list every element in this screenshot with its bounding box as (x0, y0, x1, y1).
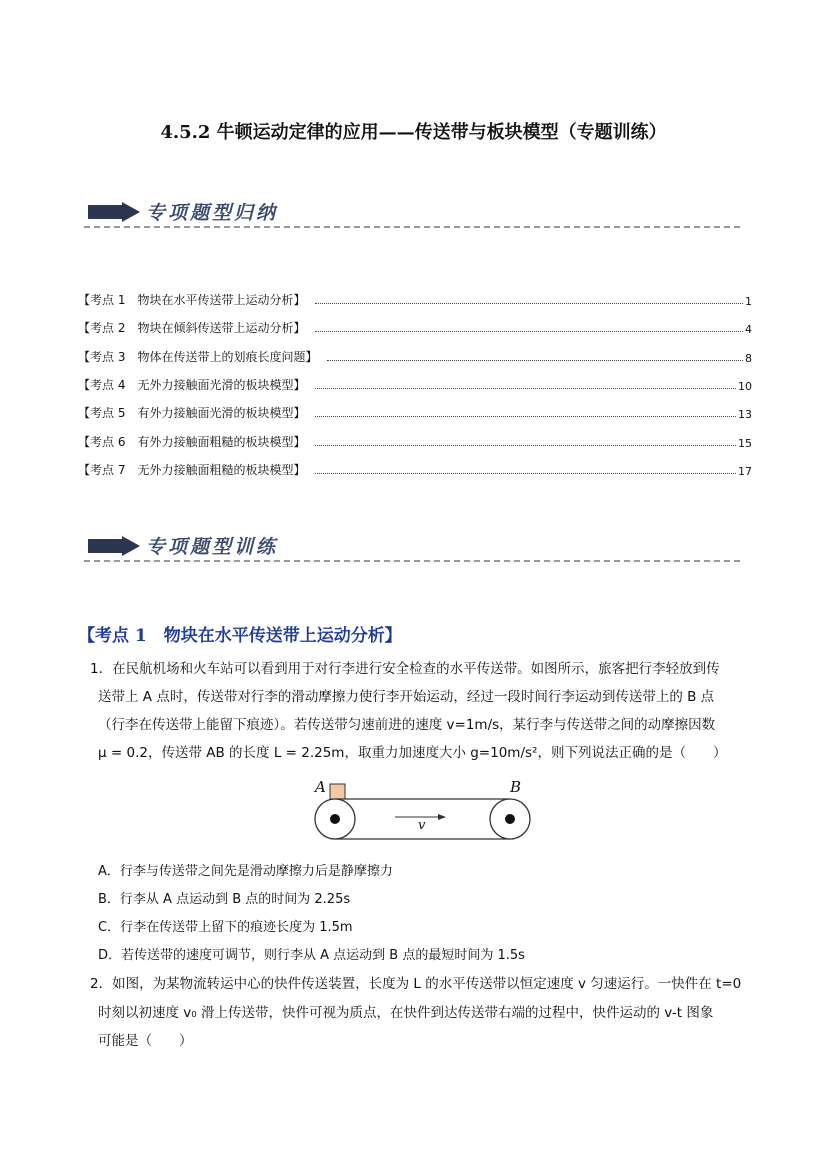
arrow-icon (88, 202, 140, 222)
question-1-line: 送带上 A 点时，传送带对行李的滑动摩擦力使行李开始运动，经过一段时间行李运动到传送带上的 B 点 (98, 689, 715, 705)
point-b-label: B (510, 778, 522, 796)
toc-leader (327, 360, 743, 361)
toc-label: 【考点 5 有外力接触面光滑的板块模型】 (78, 406, 306, 420)
toc-page: 13 (738, 408, 752, 421)
section-banner-training (88, 530, 738, 564)
toc-leader (315, 416, 736, 417)
toc-leader (315, 331, 743, 332)
arrow-icon (88, 536, 140, 556)
toc-page: 17 (738, 465, 752, 478)
banner-title: 专项题型训练 (146, 536, 279, 558)
option-d[interactable]: D．若传送带的速度可调节，则行李从 A 点运动到 B 点的最短时间为 1.5s (98, 948, 525, 963)
toc-page: 4 (745, 323, 752, 336)
toc-leader (315, 388, 736, 389)
point-a-label: A (315, 778, 326, 796)
option-c[interactable]: C．行李在传送带上留下的痕迹长度为 1.5m (98, 920, 353, 935)
question-2-line: 可能是（ ） (98, 1033, 193, 1049)
toc-entry[interactable] (78, 458, 752, 478)
section-heading: 【考点 1 物块在水平传送带上运动分析】 (78, 626, 402, 646)
toc-page: 1 (745, 295, 752, 308)
option-a[interactable]: A．行李与传送带之间先是滑动摩擦力后是静摩擦力 (98, 864, 393, 879)
toc-label: 【考点 2 物块在倾斜传送带上运动分析】 (78, 321, 306, 335)
banner-title: 专项题型归纳 (146, 202, 279, 224)
toc-entry[interactable] (78, 288, 752, 308)
question-1-line: 1．在民航机场和火车站可以看到用于对行李进行安全检查的水平传送带。如图所示，旅客把行李轻放到传 (90, 661, 720, 677)
toc-label: 【考点 7 无外力接触面粗糙的板块模型】 (78, 463, 306, 477)
toc-entry[interactable] (78, 373, 752, 393)
velocity-label: v (418, 818, 426, 833)
option-b[interactable]: B．行李从 A 点运动到 B 点的时间为 2.25s (98, 892, 351, 907)
page-title: 4.5.2 牛顿运动定律的应用——传送带与板块模型（专题训练） (160, 122, 667, 143)
question-2-line: 2．如图，为某物流转运中心的快件传送装置，长度为 L 的水平传送带以恒定速度 v 匀速运行。一快件在 t=0 (90, 976, 742, 992)
toc-label: 【考点 1 物块在水平传送带上运动分析】 (78, 293, 306, 307)
toc-page: 10 (738, 380, 752, 393)
question-1-line: μ = 0.2，传送带 AB 的长度 L = 2.25m，取重力加速度大小 g=10m/s²，则下列说法正确的是（ ） (98, 745, 727, 761)
toc-entry[interactable] (78, 345, 752, 365)
toc-leader (315, 303, 743, 304)
toc-label: 【考点 6 有外力接触面粗糙的板块模型】 (78, 435, 306, 449)
toc-label: 【考点 3 物体在传送带上的划痕长度问题】 (78, 350, 318, 364)
toc-leader (315, 445, 736, 446)
toc-leader (315, 473, 736, 474)
question-2-line: 时刻以初速度 v₀ 滑上传送带，快件可视为质点，在快件到达传送带右端的过程中，快件运动的 v-t 图象 (98, 1005, 714, 1021)
toc-entry[interactable] (78, 316, 752, 336)
toc-entry[interactable] (78, 430, 752, 450)
toc-entry[interactable] (78, 401, 752, 421)
section-banner-summary (88, 196, 738, 230)
toc-page: 15 (738, 437, 752, 450)
toc-label: 【考点 4 无外力接触面光滑的板块模型】 (78, 378, 306, 392)
question-1-line: （行李在传送带上能留下痕迹）。若传送带匀速前进的速度 v=1m/s，某行李与传送带之间的动摩擦因数 (98, 717, 716, 733)
toc-page: 8 (745, 352, 752, 365)
divider (84, 226, 740, 228)
conveyor-belt-figure (310, 776, 540, 842)
divider (84, 560, 740, 562)
